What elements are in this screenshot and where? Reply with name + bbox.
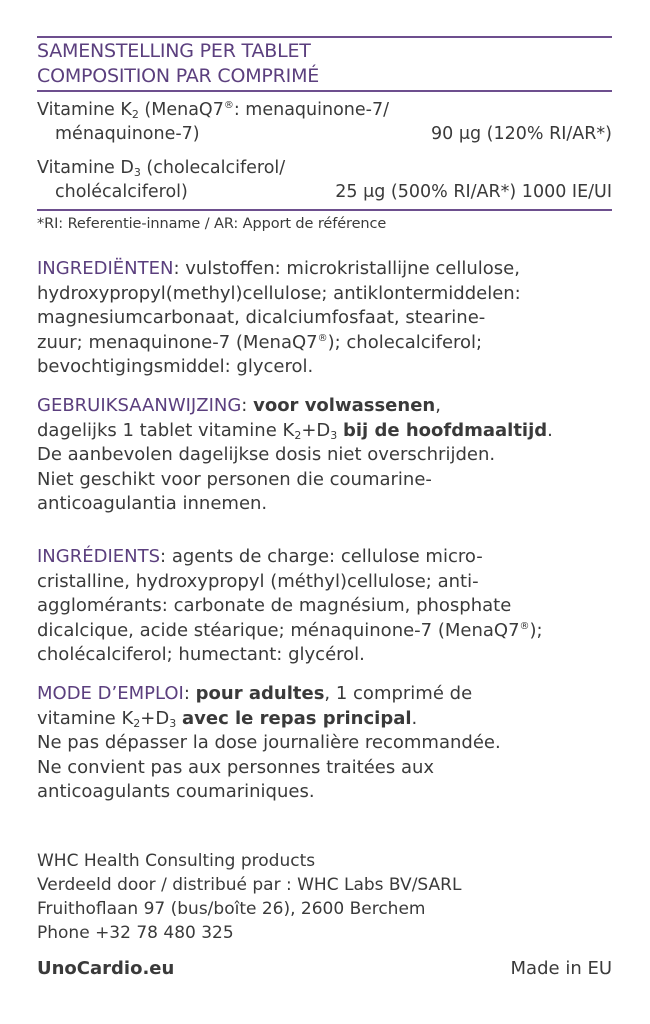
fr-usage-text: +D — [140, 707, 170, 729]
nl-usage-text: , — [435, 395, 441, 416]
fr-ingredients-text: dicalcique, acide stéarique; ménaquinone-7 (MenaQ7 — [37, 619, 520, 641]
fr-ingredients-text: ); — [529, 619, 543, 641]
nl-usage-text: +D — [301, 419, 331, 441]
header-rule — [37, 90, 612, 92]
contact-line: Verdeeld door / distribué par : WHC Labs BV/SARL — [37, 875, 462, 895]
k2-desc: (MenaQ7 — [138, 100, 224, 120]
fr-usage-line: Ne pas dépasser la dose journalière recommandée. — [37, 732, 501, 753]
fr-usage-line — [37, 682, 627, 707]
nl-ingredients-line: bevochtigingsmiddel: glycerol. — [37, 356, 314, 377]
fr-ingredients-line — [37, 545, 627, 570]
d3-sub: 3 — [330, 428, 338, 442]
fr-ingredients-label: INGRÉDIENTS — [37, 546, 161, 567]
contact-line: Fruithoflaan 97 (bus/boîte 26), 2600 Berchem — [37, 899, 426, 919]
k2-sub: 2 — [294, 428, 302, 442]
d3-row — [37, 156, 612, 180]
made-in-label: Made in EU — [510, 958, 612, 979]
k2-row — [37, 98, 612, 122]
fr-usage-sep: : — [183, 683, 196, 704]
fr-ingredients-line: cristalline, hydroxypropyl (méthyl)cellulose; anti- — [37, 570, 479, 592]
composition-header-fr: COMPOSITION PAR COMPRIMÉ — [37, 65, 320, 87]
nl-usage-bold: voor volwassenen — [253, 395, 436, 416]
fr-usage-label: MODE D’EMPLOI — [37, 683, 184, 704]
registered-mark: ® — [317, 332, 328, 344]
k2-reg: ® — [223, 100, 234, 111]
d3-name: Vitamine D — [37, 158, 134, 178]
k2-desc-end: : menaquinone-7/ — [233, 100, 389, 120]
d3-sub: 3 — [169, 716, 177, 730]
table-rule — [37, 209, 612, 211]
registered-mark: ® — [519, 620, 530, 632]
fr-usage-text: , 1 comprimé de — [324, 683, 473, 704]
nl-usage-line: De aanbevolen dagelijkse dosis niet overschrijden. — [37, 444, 496, 465]
nl-usage-bold: bij de hoofdmaaltijd — [343, 419, 548, 441]
fr-ingredients-line: cholécalciferol; humectant: glycérol. — [37, 644, 365, 665]
contact-line: Phone +32 78 480 325 — [37, 923, 234, 943]
brand-website: UnoCardio.eu — [37, 958, 175, 979]
k2-sub: 2 — [131, 108, 139, 121]
nl-usage-label: GEBRUIKSAANWIJZING — [37, 395, 242, 416]
contact-block — [37, 849, 461, 945]
nl-usage-text: . — [547, 419, 553, 441]
fr-usage-bold: avec le repas principal — [181, 707, 412, 729]
composition-table — [37, 98, 612, 204]
fr-ingredients-line — [37, 619, 627, 644]
fr-usage-line: Ne convient pas aux personnes traitées aux — [37, 756, 435, 778]
nl-usage-line — [37, 419, 627, 444]
fr-usage-text: vitamine K — [37, 707, 134, 729]
fr-ingredients-line: agglomérants: carbonate de magnésium, phosphate — [37, 595, 512, 616]
nl-ingredients-line: hydroxypropyl(methyl)cellulose; antiklontermiddelen: — [37, 282, 521, 304]
fr-usage-bold: pour adultes — [195, 683, 325, 704]
nl-ingredients-label: INGREDIËNTEN — [37, 258, 174, 279]
nl-usage-text: dagelijks 1 tablet vitamine K — [37, 419, 295, 441]
d3-line2: cholécalciferol) — [55, 182, 188, 202]
top-rule — [37, 36, 612, 38]
fr-usage-line — [37, 707, 627, 732]
nl-usage — [37, 394, 627, 517]
nl-ingredients-text: ); cholecalciferol; — [327, 331, 483, 353]
fr-usage — [37, 682, 627, 805]
fr-ingredients-text: : agents de charge: cellulose micro- — [160, 546, 483, 567]
contact-line: WHC Health Consulting products — [37, 851, 316, 871]
k2-amount: 90 μg (120% RI/AR*) — [431, 124, 612, 144]
nl-usage-line: Niet geschikt voor personen die coumarine- — [37, 468, 432, 490]
d3-sub: 3 — [133, 166, 141, 179]
nl-usage-line: anticoagulantia innemen. — [37, 493, 268, 514]
fr-usage-text: . — [411, 707, 418, 729]
nl-usage-sep: : — [241, 395, 254, 416]
nl-ingredients-line — [37, 331, 627, 356]
d3-amount: 25 μg (500% RI/AR*) 1000 IE/UI — [335, 182, 612, 202]
composition-header-nl: SAMENSTELLING PER TABLET — [37, 40, 311, 62]
nl-ingredients-line — [37, 257, 627, 282]
footnote: *RI: Referentie-inname / AR: Apport de référence — [37, 216, 387, 232]
nl-usage-line — [37, 394, 627, 419]
nl-ingredients — [37, 257, 627, 380]
nl-ingredients-text: zuur; menaquinone-7 (MenaQ7 — [37, 331, 318, 353]
nl-ingredients-line: magnesiumcarbonaat, dicalciumfosfaat, stearine- — [37, 307, 486, 328]
d3-desc: (cholecalciferol/ — [140, 158, 286, 178]
nl-ingredients-text: : vulstoffen: microkristallijne cellulose, — [173, 258, 520, 279]
fr-ingredients — [37, 545, 627, 668]
fr-usage-line: anticoagulants coumariniques. — [37, 781, 315, 802]
k2-row-2 — [37, 122, 612, 146]
d3-row-2 — [37, 180, 612, 204]
k2-name: Vitamine K — [37, 100, 132, 120]
composition-header — [37, 39, 319, 89]
k2-line2: ménaquinone-7) — [55, 124, 200, 144]
k2-sub: 2 — [133, 716, 141, 730]
